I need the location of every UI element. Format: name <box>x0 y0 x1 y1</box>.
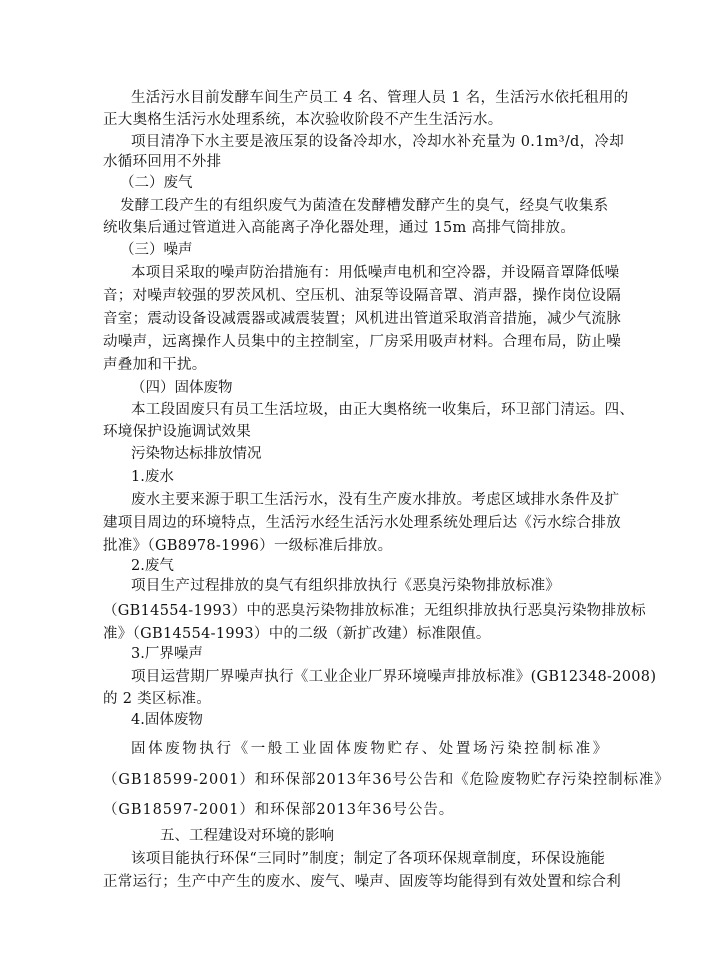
gas2-line-3: 准》（GB14554-1993）中的二级（新扩改建）标准限值。 <box>103 626 491 642</box>
noise-line-5: 声叠加和干扰。 <box>103 357 207 373</box>
section5-line-2: 正常运行；生产中产生的废水、废气、噪声、固废等均能得到有效处置和综合利 <box>103 874 621 890</box>
solid2-line-2: （GB18599-2001）和环保部2013年36号公告和《危险废物贮存污染控制标准》 <box>103 772 670 788</box>
heading-section-5: 五、工程建设对环境的影响 <box>160 828 334 844</box>
noise-line-4: 动噪声，远离操作人员集中的主控制室，厂房采用吸声材料。合理布局，防止噪 <box>103 334 621 350</box>
noise-line-1: 本项目采取的噪声防治措施有：用低噪声电机和空冷器，并设隔音罩降低噪 <box>131 265 620 281</box>
gas2-line-1: 项目生产过程排放的臭气有组织排放执行《恶臭污染物排放标准》 <box>131 578 561 594</box>
boundary-line-2: 的 2 类区标准。 <box>103 691 212 707</box>
noise-line-3: 音室；震动设备设减震器或减震装置；风机进出管道采取消音措施，减少气流脉 <box>103 311 621 327</box>
noise-line-2: 音；对噪声较强的罗茨风机、空压机、油泵等设隔音罩、消声器，操作岗位设隔 <box>103 288 621 304</box>
sewage-line-1: 生活污水目前发酵车间生产员工 4 名、管理人员 1 名，生活污水依托租用的 <box>131 90 629 106</box>
gas2-line-2: （GB14554-1993）中的恶臭污染物排放标准；无组织排放执行恶臭污染物排放标 <box>103 603 646 619</box>
section5-line-1: 该项目能执行环保“三同时”制度；制定了各项环保规章制度，环保设施能 <box>131 851 606 867</box>
heading-noise: （三）噪声 <box>120 242 193 258</box>
gas-line-1: 发酵工段产生的有组织废气为菌渣在发酵槽发酵产生的臭气，经臭气收集系 <box>120 198 609 214</box>
heading-water: 1.废水 <box>131 469 174 485</box>
boundary-line-1: 项目运营期厂界噪声执行《工业企业厂界环境噪声排放标准》(GB12348-2008) <box>131 669 657 685</box>
water-line-3: 批准》（GB8978-1996）一级标准后排放。 <box>103 538 393 554</box>
solid2-line-1: 固体废物执行《一般工业固体废物贮存、处置场污染控制标准》 <box>131 741 610 757</box>
heading-standard: 污染物达标排放情况 <box>131 446 262 462</box>
heading-gas2: 2.废气 <box>131 558 174 574</box>
heading-boundary-noise: 3.厂界噪声 <box>131 646 203 662</box>
cleandown-line-1: 项目清净下水主要是液压泵的设备冷却水，冷却水补充量为 0.1m³/d，冷却 <box>131 134 624 150</box>
solid-line-2: 环境保护设施调试效果 <box>103 424 251 440</box>
heading-gas: （二）废气 <box>120 175 193 191</box>
heading-solid: （四）固体废物 <box>131 380 233 396</box>
heading-solid2: 4.固体废物 <box>131 712 203 728</box>
water-line-2: 建项目周边的环境特点，生活污水经生活污水处理系统处理后达《污水综合排放 <box>103 515 621 531</box>
solid-line-1: 本工段固废只有员工生活垃圾，由正大奥格统一收集后，环卫部门清运。四、 <box>131 402 635 418</box>
gas-line-2: 统收集后通过管道进入高能离子净化器处理，通过 15m 高排气筒排放。 <box>103 220 576 236</box>
solid2-line-3: （GB18597-2001）和环保部2013年36号公告。 <box>103 802 455 818</box>
sewage-line-2: 正大奥格生活污水处理系统，本次验收阶段不产生生活污水。 <box>103 112 503 128</box>
water-line-1: 废水主要来源于职工生活污水，没有生产废水排放。考虑区域排水条件及扩 <box>131 492 620 508</box>
cleandown-line-2: 水循环回用不外排 <box>103 154 222 170</box>
